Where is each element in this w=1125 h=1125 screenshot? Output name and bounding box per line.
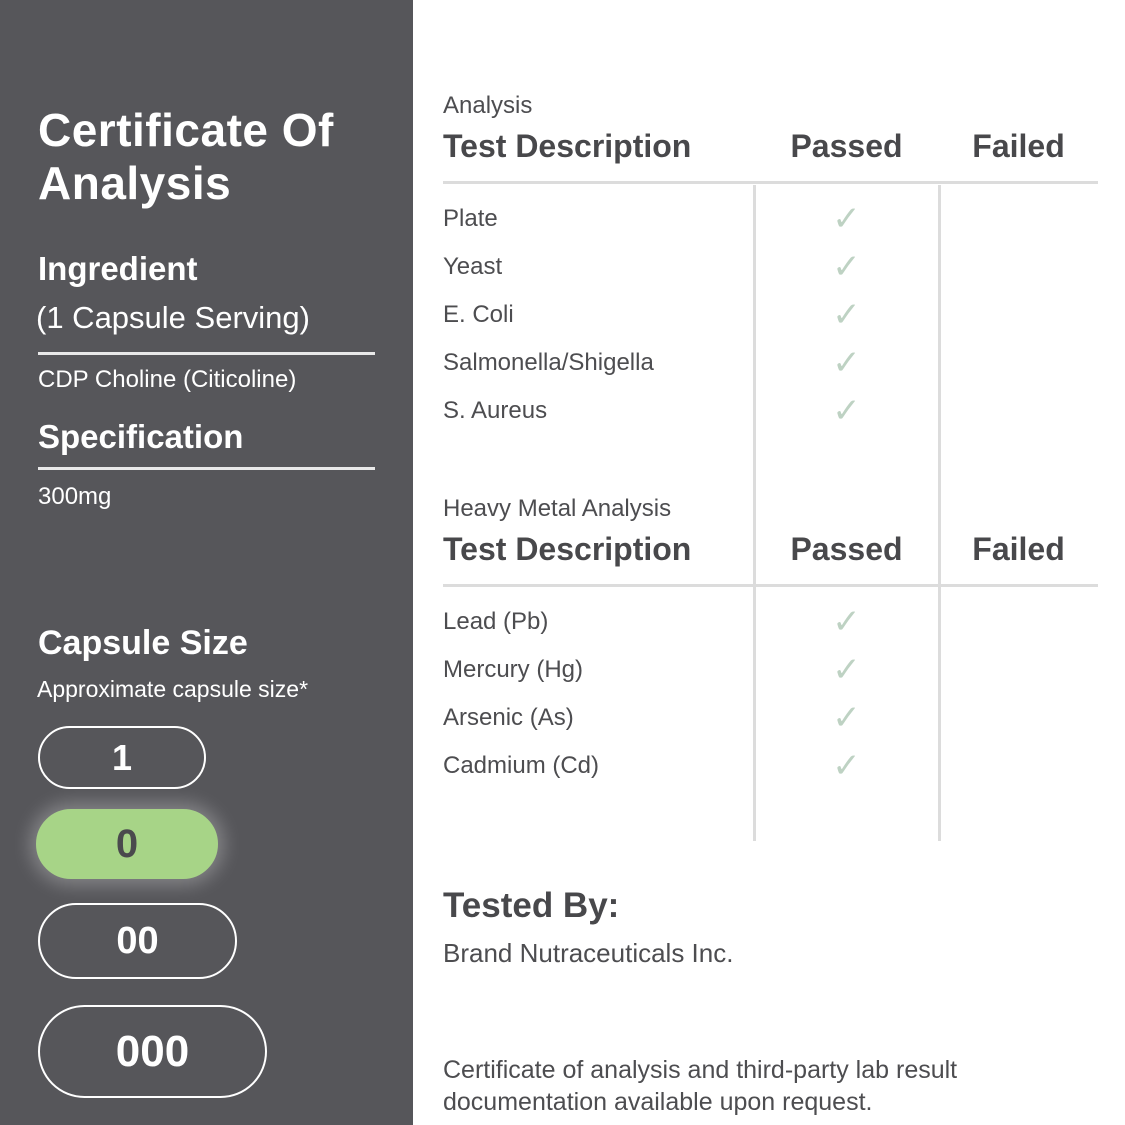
specification-value: 300mg [38,483,112,510]
ingredient-heading: Ingredient [38,250,198,287]
passed-check-icon: ✓ [832,247,861,287]
column-header-passed: Passed [790,531,903,567]
test-description: Yeast [443,253,503,280]
table-row [443,243,1098,291]
passed-check-icon: ✓ [832,602,861,642]
capsule-size-option-00 [38,903,237,979]
test-description: Lead (Pb) [443,608,549,635]
table-row [443,646,1098,694]
divider [38,352,375,355]
footnote: Certificate of analysis and third-party lab result documentation available upon request. [443,1056,958,1116]
test-description: S. Aureus [443,397,548,424]
ingredient-value: CDP Choline (Citicoline) [38,366,297,393]
test-description: Mercury (Hg) [443,656,584,683]
capsule-size-option-1 [38,726,206,789]
page-title: Certificate Of Analysis [38,104,334,209]
passed-check-icon: ✓ [832,295,861,335]
test-description: Salmonella/Shigella [443,349,654,376]
test-description: Cadmium (Cd) [443,752,600,779]
ingredient-subheading: (1 Capsule Serving) [36,300,310,335]
tested-by-heading: Tested By: [443,886,620,925]
capsule-size-option-label: 0 [115,821,139,866]
table-header [443,128,1098,165]
specification-heading: Specification [38,418,244,455]
table-row [443,742,1098,790]
analysis-table-rows [443,195,1098,435]
passed-check-icon: ✓ [832,391,861,431]
section-label-heavy-metal: Heavy Metal Analysis [443,495,672,522]
table-header [443,531,1098,568]
table-header-rule [443,584,1098,587]
capsule-size-option-label: 00 [116,919,159,962]
divider [38,467,375,470]
table-row [443,195,1098,243]
test-description: E. Coli [443,301,514,328]
table-row [443,291,1098,339]
column-header-test-description: Test Description [443,531,692,567]
capsule-size-option-0 [36,809,218,879]
passed-check-icon: ✓ [832,343,861,383]
sidebar [0,0,413,1125]
heavy-metal-table-rows [443,598,1098,790]
column-header-passed: Passed [790,128,903,164]
section-label-analysis: Analysis [443,92,533,119]
passed-check-icon: ✓ [832,746,861,786]
table-row [443,339,1098,387]
tested-by-value: Brand Nutraceuticals Inc. [443,938,734,968]
table-row [443,694,1098,742]
capsule-size-subheading: Approximate capsule size* [37,676,309,702]
test-description: Arsenic (As) [443,704,574,731]
passed-check-icon: ✓ [832,199,861,239]
capsule-size-heading: Capsule Size [38,624,248,662]
test-description: Plate [443,205,498,232]
table-row [443,387,1098,435]
column-header-failed: Failed [972,128,1065,164]
table-row [443,598,1098,646]
column-header-failed: Failed [972,531,1065,567]
capsule-size-option-label: 1 [111,736,133,778]
capsule-size-option-000 [38,1005,267,1098]
table-header-rule [443,181,1098,184]
passed-check-icon: ✓ [832,698,861,738]
capsule-size-option-label: 000 [115,1026,190,1076]
column-header-test-description: Test Description [443,128,692,164]
passed-check-icon: ✓ [832,650,861,690]
analysis-panel [443,0,1098,1125]
